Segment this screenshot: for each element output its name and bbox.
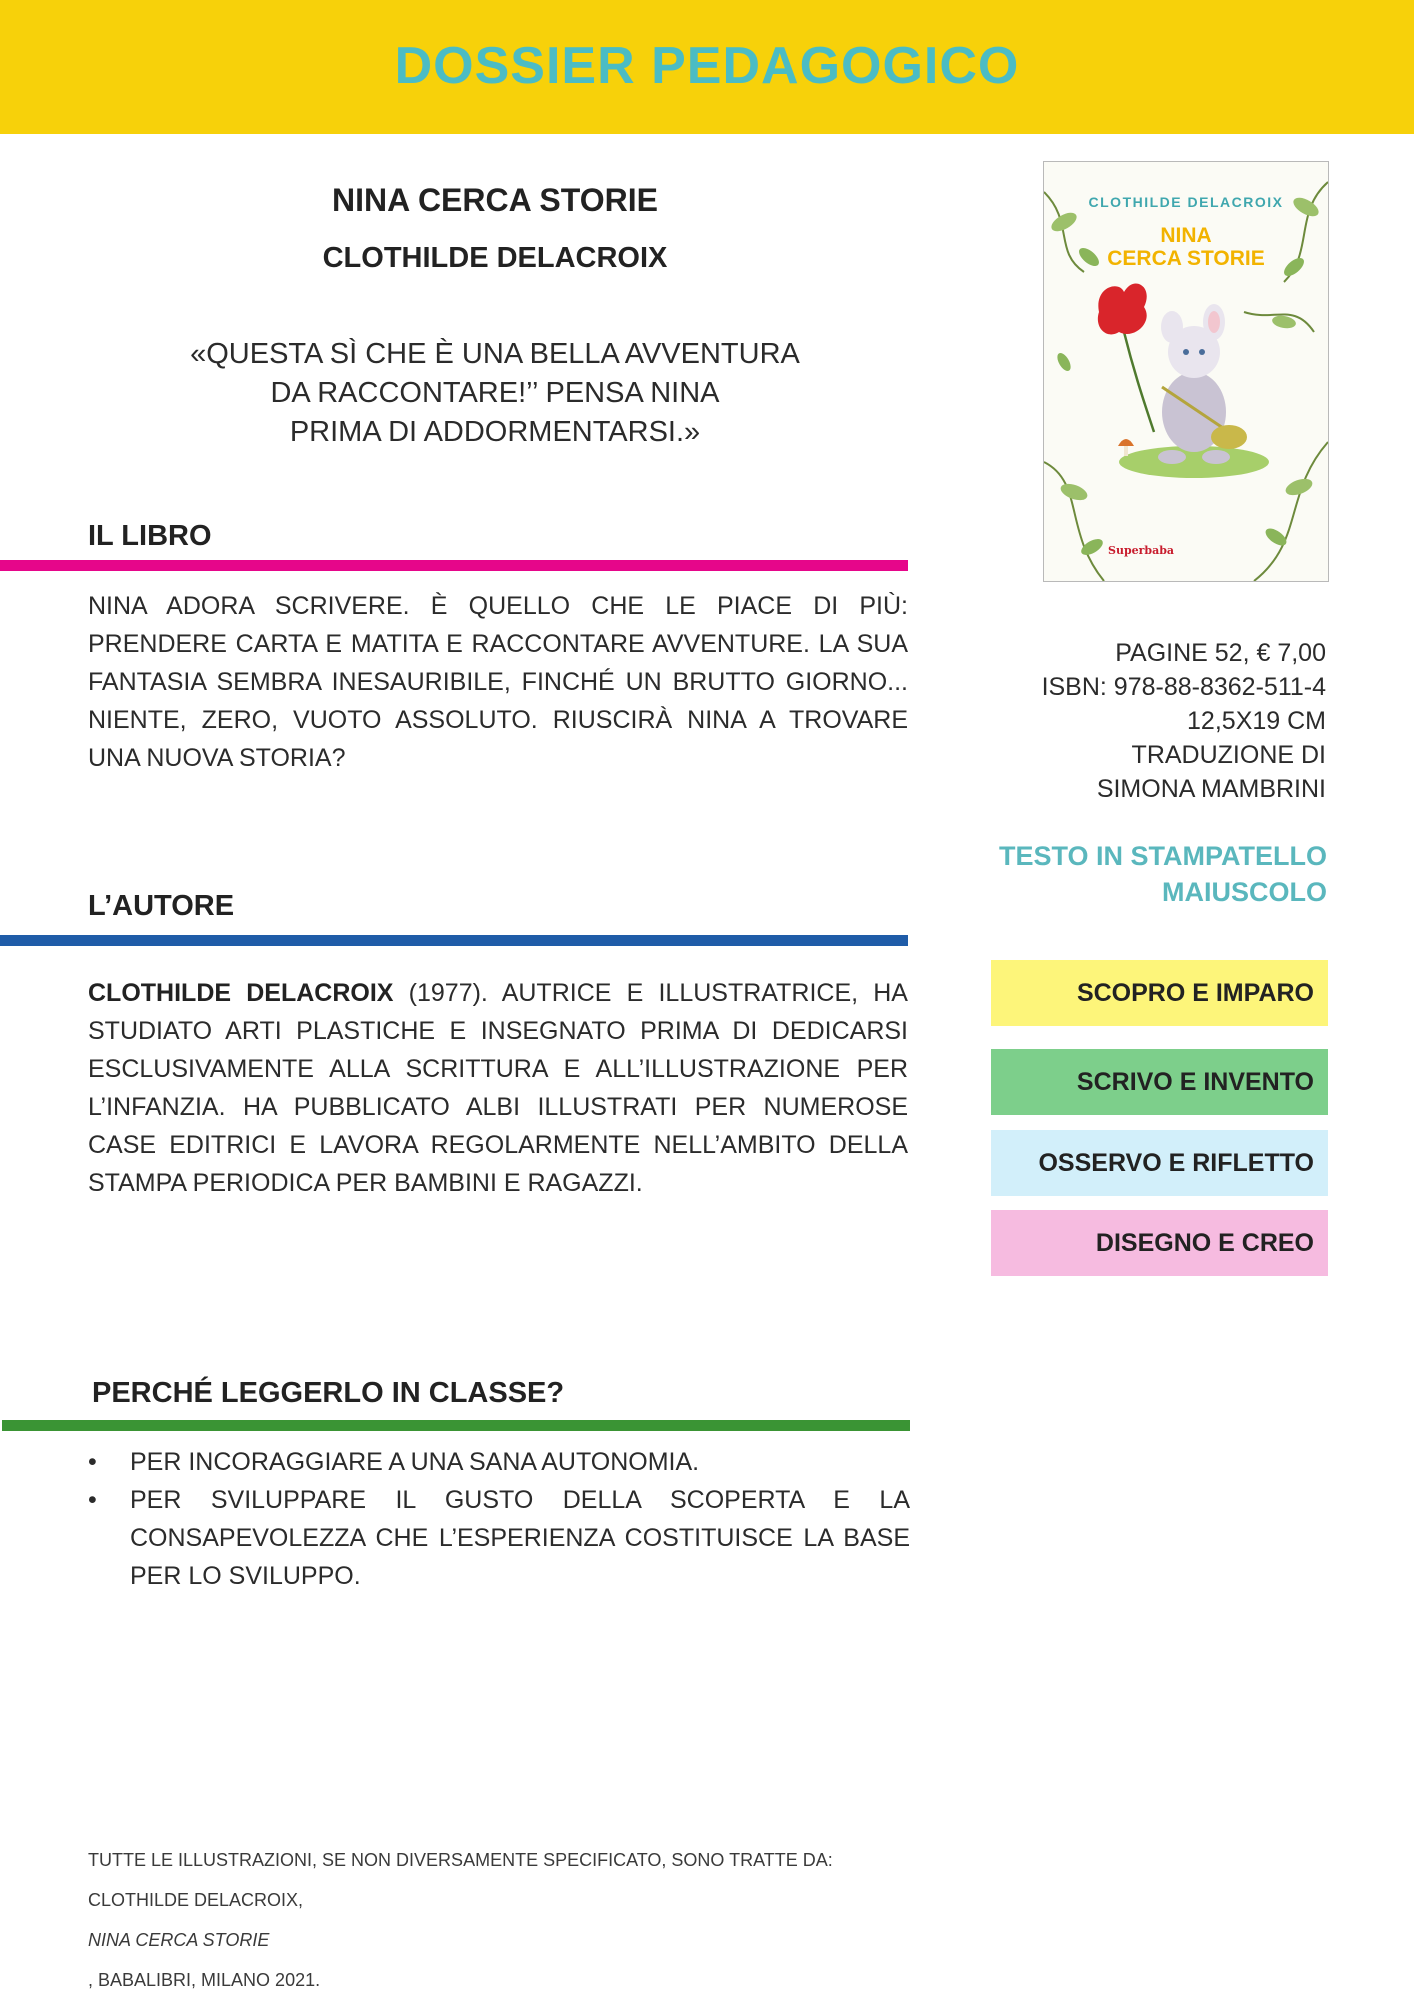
section-rule-perche <box>2 1420 910 1431</box>
detail-line: TRADUZIONE DI <box>1131 741 1326 769</box>
credits-line <box>88 1880 988 2000</box>
note-line: MAIUSCOLO <box>1162 877 1327 907</box>
bullet-icon: • <box>88 1486 97 1514</box>
note-line: TESTO IN STAMPATELLO <box>999 841 1327 871</box>
detail-line: ISBN: 978-88-8362-511-4 <box>1041 673 1326 701</box>
page-title: DOSSIER PEDAGOGICO <box>394 37 1020 95</box>
list-item-text: PER SVILUPPARE IL GUSTO DELLA SCOPERTA E LA CONSAPEVOLEZZA CHE L’ESPERIENZA COSTITUISCE LA BASE PER LO SVILUPPO. <box>130 1486 910 1590</box>
cover-author: CLOTHILDE DELACROIX <box>1088 194 1284 210</box>
detail-line: 12,5X19 CM <box>1187 707 1326 735</box>
credits-publisher: , BABALIBRI, MILANO 2021. <box>88 1970 321 1990</box>
book-author: CLOTHILDE DELACROIX <box>322 242 668 274</box>
cover-publisher-logo: Superbaba <box>1108 544 1175 557</box>
section-text-autore <box>88 974 908 1202</box>
list-item <box>88 1443 910 1481</box>
quote-line: DA RACCONTARE!’’ PENSA NINA <box>270 377 720 409</box>
section-rule-libro <box>0 560 908 571</box>
author-name: CLOTHILDE DELACROIX <box>88 979 394 1007</box>
header-banner <box>0 0 1414 134</box>
author-bio: (1977). AUTRICE E ILLUSTRATRICE, HA STUDIATO ARTI PLASTICHE E INSEGNATO PRIMA DI DEDICARSI ESCLUSIVAMENTE ALLA SCRITTURA E ALL’ILLUSTRAZIONE PER L’INFANZIA. HA PUBBLICATO ALBI ILLUSTRATI PER NUMEROSE CASE EDITRICI E LAVORA REGOLARMENTE NELL’AMBITO DELLA STAMPA PERIODICA PER BAMBINI E RAGAZZI. <box>88 979 908 1197</box>
bullet-icon: • <box>88 1448 97 1476</box>
category-scrivo-e-invento: SCRIVO E INVENTO <box>991 1049 1328 1115</box>
category-scopro-e-imparo: SCOPRO E IMPARO <box>991 960 1328 1026</box>
section-text-libro: NINA ADORA SCRIVERE. È QUELLO CHE LE PIACE DI PIÙ: PRENDERE CARTA E MATITA E RACCONTARE AVVENTURE. LA SUA FANTASIA SEMBRA INESAURIBILE, FINCHÉ UN BRUTTO GIORNO... NIENTE, ZERO, VUOTO ASSOLUTO. RIUSCIRÀ NINA A TROVARE UNA NUOVA STORIA? <box>88 592 908 772</box>
book-quote <box>150 335 840 452</box>
credits-author: CLOTHILDE DELACROIX, <box>88 1890 304 1910</box>
list-item <box>88 1481 910 1595</box>
book-details <box>1000 636 1326 806</box>
category-disegno-e-creo: DISEGNO E CREO <box>991 1210 1328 1276</box>
section-heading-autore: L’AUTORE <box>88 890 235 922</box>
section-heading-libro: IL LIBRO <box>88 520 212 552</box>
quote-line: «QUESTA SÌ CHE È UNA BELLA AVVENTURA <box>190 338 800 370</box>
cover-title-line: CERCA STORIE <box>1107 247 1265 270</box>
section-rule-autore <box>0 935 908 946</box>
quote-line: PRIMA DI ADDORMENTARSI.» <box>289 416 701 448</box>
cover-title-line: NINA <box>1160 224 1212 247</box>
section-heading-perche: PERCHÉ LEGGERLO IN CLASSE? <box>92 1377 565 1409</box>
font-note <box>940 838 1327 910</box>
book-cover-image <box>1043 161 1329 582</box>
reasons-list <box>88 1443 910 1595</box>
detail-line: PAGINE 52, € 7,00 <box>1115 639 1326 667</box>
credits-line: TUTTE LE ILLUSTRAZIONI, SE NON DIVERSAMENTE SPECIFICATO, SONO TRATTE DA: <box>88 1850 833 1870</box>
illustration-credits <box>88 1840 988 2000</box>
list-item-text: PER INCORAGGIARE A UNA SANA AUTONOMIA. <box>130 1448 700 1476</box>
cover-title <box>1044 224 1328 270</box>
credits-title: NINA CERCA STORIE <box>88 1930 270 1950</box>
detail-line: SIMONA MAMBRINI <box>1096 775 1326 803</box>
book-title: NINA CERCA STORIE <box>332 182 658 218</box>
category-osservo-e-rifletto: OSSERVO E RIFLETTO <box>991 1130 1328 1196</box>
